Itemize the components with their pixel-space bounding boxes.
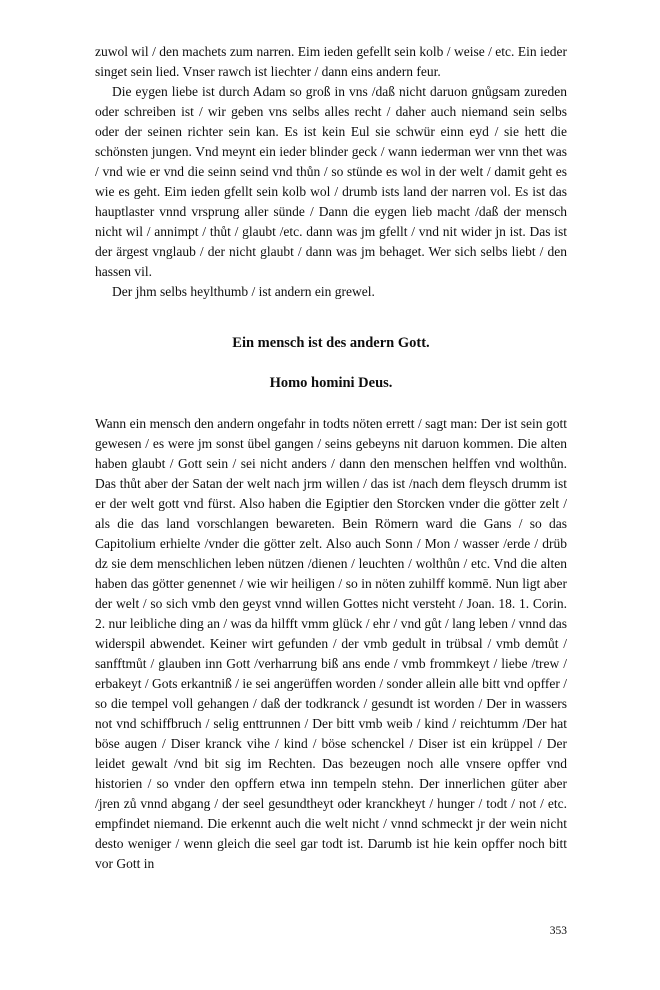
page-number: 353	[549, 925, 567, 937]
text-block	[95, 42, 567, 874]
paragraph-section-body: Wann ein mensch den andern ongefahr in todts nöten errett / sagt man: Der ist sein gott gewesen / es were jm sonst übel gangen / seins gebeyns nit daruon kommen. Die alten haben glaubt / Gott sein / sei nicht anders / dann den menschen helffen vnd wolthůn. Das thůt aber der Satan der welt nach jrm willen / das ist /nach dem fleysch drumm ist er der welt gott vnd fürst. Also haben die Egiptier den Storcken vnder die götter zelt / als die das land vorschlangen bewareten. Bein Römern ward die Gans / so das Capitolium erhielte /vnder die götter zelt. Also auch Sonn / Mon / wasser /erde / drüb dz sie dem menschlichen leben nützen /dienen / leuchten / wolthůn / etc. Vnd die alten haben das götter genennet / wie wir heiligen / so in nöten zuhilff kommē. Nun ligt aber der welt / so sich vmb den geyst vnnd willen Gottes nicht versteht / Joan. 18. 1. Corin. 2. nur leibliche ding an / was da hilfft vmm glück / ehr / vnd gůt / lang leben / vnnd das widerspil abwendet. Keiner wirt gefunden / der vmb gedult in trübsal / vmb demůt / sanfftmůt / glauben inn Gott /verharrung biß ans ende / vmb frommkeyt / liebe /trew / erbakeyt / Gots erkantniß / ie sei angerüffen worden / sonder allein alle bitt vnd opffer / so die tempel voll gehangen / daß der todkranck / gesundt ist worden / Der in wassers not vnd schiffbruch / selig enttrunnen / Der bitt vmb weib / kind / reichtumm /Der hat böse augen / Diser kranck vihe / kind / böse schenckel / Diser ist ein krüppel / Der leidet gewalt /vnd bit sig im Rechten. Das bezeugen noch alle vnsere opffer vnd historien / so vnder den opffern etwa inn tempeln stehn. Der innerlichen güter aber /jren zů vnnd abgang / der seel gesundtheyt oder kranckheyt / hunger / todt / not / etc. empfindet niemand. Die erkennt auch die welt nicht / vnnd schmeckt jr der wein nicht desto weniger / wenn gleich die seel gar todt ist. Darumb ist hie kein opffer noch bitt vor Gott in	[95, 416, 567, 871]
section-heading-latin: Homo homini Deus.	[269, 375, 393, 391]
paragraph-closing-sentence: Der jhm selbs heylthumb / ist andern ein grewel.	[112, 284, 375, 299]
paragraph-continuation: zuwol wil / den machets zum narren. Eim ieden gefellt sein kolb / weise / etc. Ein ieder singet sein lied. Vnser rawch ist liechter / dann eins andern feur.	[95, 44, 567, 79]
section-heading-german: Ein mensch ist des andern Gott.	[232, 335, 430, 351]
paragraph-self-love: Die eygen liebe ist durch Adam so groß in vns /daß nicht daruon gnůgsam zureden oder schreiben ist / wir geben vns selbs alles recht / daher auch niemand sein selbs oder der seinen richter sein kan. Es ist kein Eul sie schwür einn eyd / sie hett die schönsten jungen. Vnd meynt ein ieder blinder geck / wann iederman wer vnn thet was / vnd wie er vnd die seinn seind vnd thůn / so stünde es wol in der welt / damit geht es wie es geht. Eim ieden gfellt sein kolb wol / drumb ists land der narren vol. Es ist das hauptlaster vnnd vrsprung aller sünde / Dann die eygen lieb macht /daß der mensch nicht wil / annimpt / thůt / glaubt /etc. dann was jm gfellt / vnd nit wider jn ist. Das ist der ärgest vnglaub / der nicht glaubt / dann was jm behaget. Wer sich selbs liebt / den hassen vil.	[95, 84, 567, 279]
